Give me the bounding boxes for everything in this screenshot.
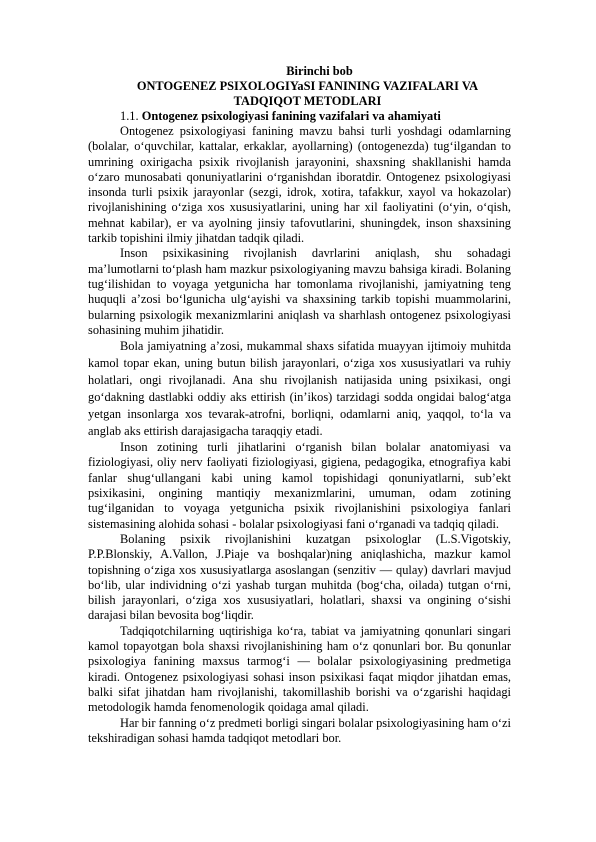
paragraph: Bolaning psixik rivojlanishini kuzatgan psixologlar (L.S.Vigotskiy, P.P.Blonskiy, A.Vallon, J.Piaje va boshqalar)ning aniqlashicha, mazkur kamol topishning o‘ziga xos xususiyatlarga asoslangan (senzitiv — qulay) davrlari mavjud bo‘lib, ular individning o‘zi yashab turgan muhitda (bog‘cha, oilada) tutgan o‘rni, bilish jarayonlari, o‘ziga xos xususiyatlari, holatlari, shaxsi va ongining o‘sishi darajasi bilan bevosita bog‘liqdir. <box>88 531 511 623</box>
paragraph: Inson zotining turli jihatlarini o‘rganish bilan bolalar anatomiyasi va fiziologiyasi, oliy nerv faoliyati fiziologiyasi, gigiena, pedagogika, etnografiya kabi fanlar shug‘ullangani kabi uning kamol topishidagi qonuniyatlarni, sub’ekt psixikasini, ongining mantiqiy mexanizmlarini, umuman, odam zotining tug‘ilganidan to voyaga yetgunicha psixik rivojlanishini psixologiya fanlari sistemasining alohida sohasi - bolalar psixologiyasi fani o‘rganadi va tadqiq qiladi. <box>88 440 511 531</box>
paragraph: Inson psixikasining rivojlanish davrlarini aniqlash, shu sohadagi ma’lumotlarni to‘plash ham mazkur psixologiyaning mavzu bahsiga kiradi. Bolaning tug‘ilishidan to voyaga yetgunicha har tomonlama rivojlanishi, jamiyatning teng huquqli a’zosi bo‘lgunicha ulg‘ayishi va shaxsining tarkib topishi muammolarini, bularning psixologik mexanizmlarini aniqlash va sharhlash ontogenez psixologiyasi sohasining muhim jihatidir. <box>88 246 511 337</box>
chapter-title: ONTOGENEZ PSIXOLOGIYaSI FANINING VAZIFALARI VA TADQIQOT METODLARI <box>136 79 479 108</box>
paragraph: Har bir fanning o‘z predmeti borligi singari bolalar psixologiyasining ham o‘zi tekshiradigan sohasi hamda tadqiqot metodlari bor. <box>88 715 511 745</box>
paragraph: Bola jamiyatning a’zosi, mukammal shaxs sifatida muayyan ijtimoiy muhitda kamol topar ekan, uning butun bilish jarayonlari, o‘ziga xos xususiyatlari va ruhiy holatlari, ongi rivojlanadi. Ana shu rivojlanish natijasida uning psixikasi, ongi go‘dakning dastlabki oddiy aks ettirish (in’ikos) tarzidagi sodda ongidai balog‘atga yetgan insonlarga xos tevarak-atrofni, borliqni, odamlarni aniq, yaqqol, to‘la va anglab aks ettirish darajasigacha taraqqiy etadi. <box>88 339 511 439</box>
paragraph: Ontogenez psixologiyasi fanining mavzu bahsi turli yoshdagi odamlarning (bolalar, o‘quvchilar, kattalar, erkaklar, ayollarning) (ontogenezda) tug‘ilgandan to umrining oxirigacha psixik rivojlanish jarayonini, shaxsning shakllanishi hamda o‘zaro munosabati qonuniyatlarini o‘rganishdan iboratdir. Ontogenez psixologiyasi insonda turli psixik jarayonlar (sezgi, idrok, xotira, tafakkur, xayol va hokazolar) rivojlanishining o‘ziga xos xususiyatlarini, uning har xil faoliyatini (o‘yin, o‘qish, mehnat kabilar), er va ayolning jinsiy tafovutlarini, shuningdek, inson shaxsining tarkib topishini ilmiy jihatdan tadqik qiladi. <box>88 124 511 246</box>
paragraph: Tadqiqotchilarning uqtirishiga ko‘ra, tabiat va jamiyatning qonunlari singari kamol topayotgan bola shaxsi rivojlanishining ham o‘z qonunlari bor. Bu qonunlar psixologiya fanining maxsus tarmog‘i — bolalar psixologiyasining predmetiga kiradi. Ontogenez psixologiyasi sohasi inson psixikasi faqat miqdor jihatdan emas, balki sifat jihatdan ham rivojlanishi, takomillashib borishi va o‘zgarishi haqidagi metodologik hamda fenomenologik qoidaga amal qiladi. <box>88 623 511 715</box>
section-number: 1.1. <box>120 109 139 123</box>
section-title: Ontogenez psixologiyasi fanining vazifalari va ahamiyati <box>141 109 441 123</box>
document-page <box>88 64 511 746</box>
section-heading <box>88 109 511 124</box>
chapter-label: Birinchi bob <box>286 64 353 78</box>
